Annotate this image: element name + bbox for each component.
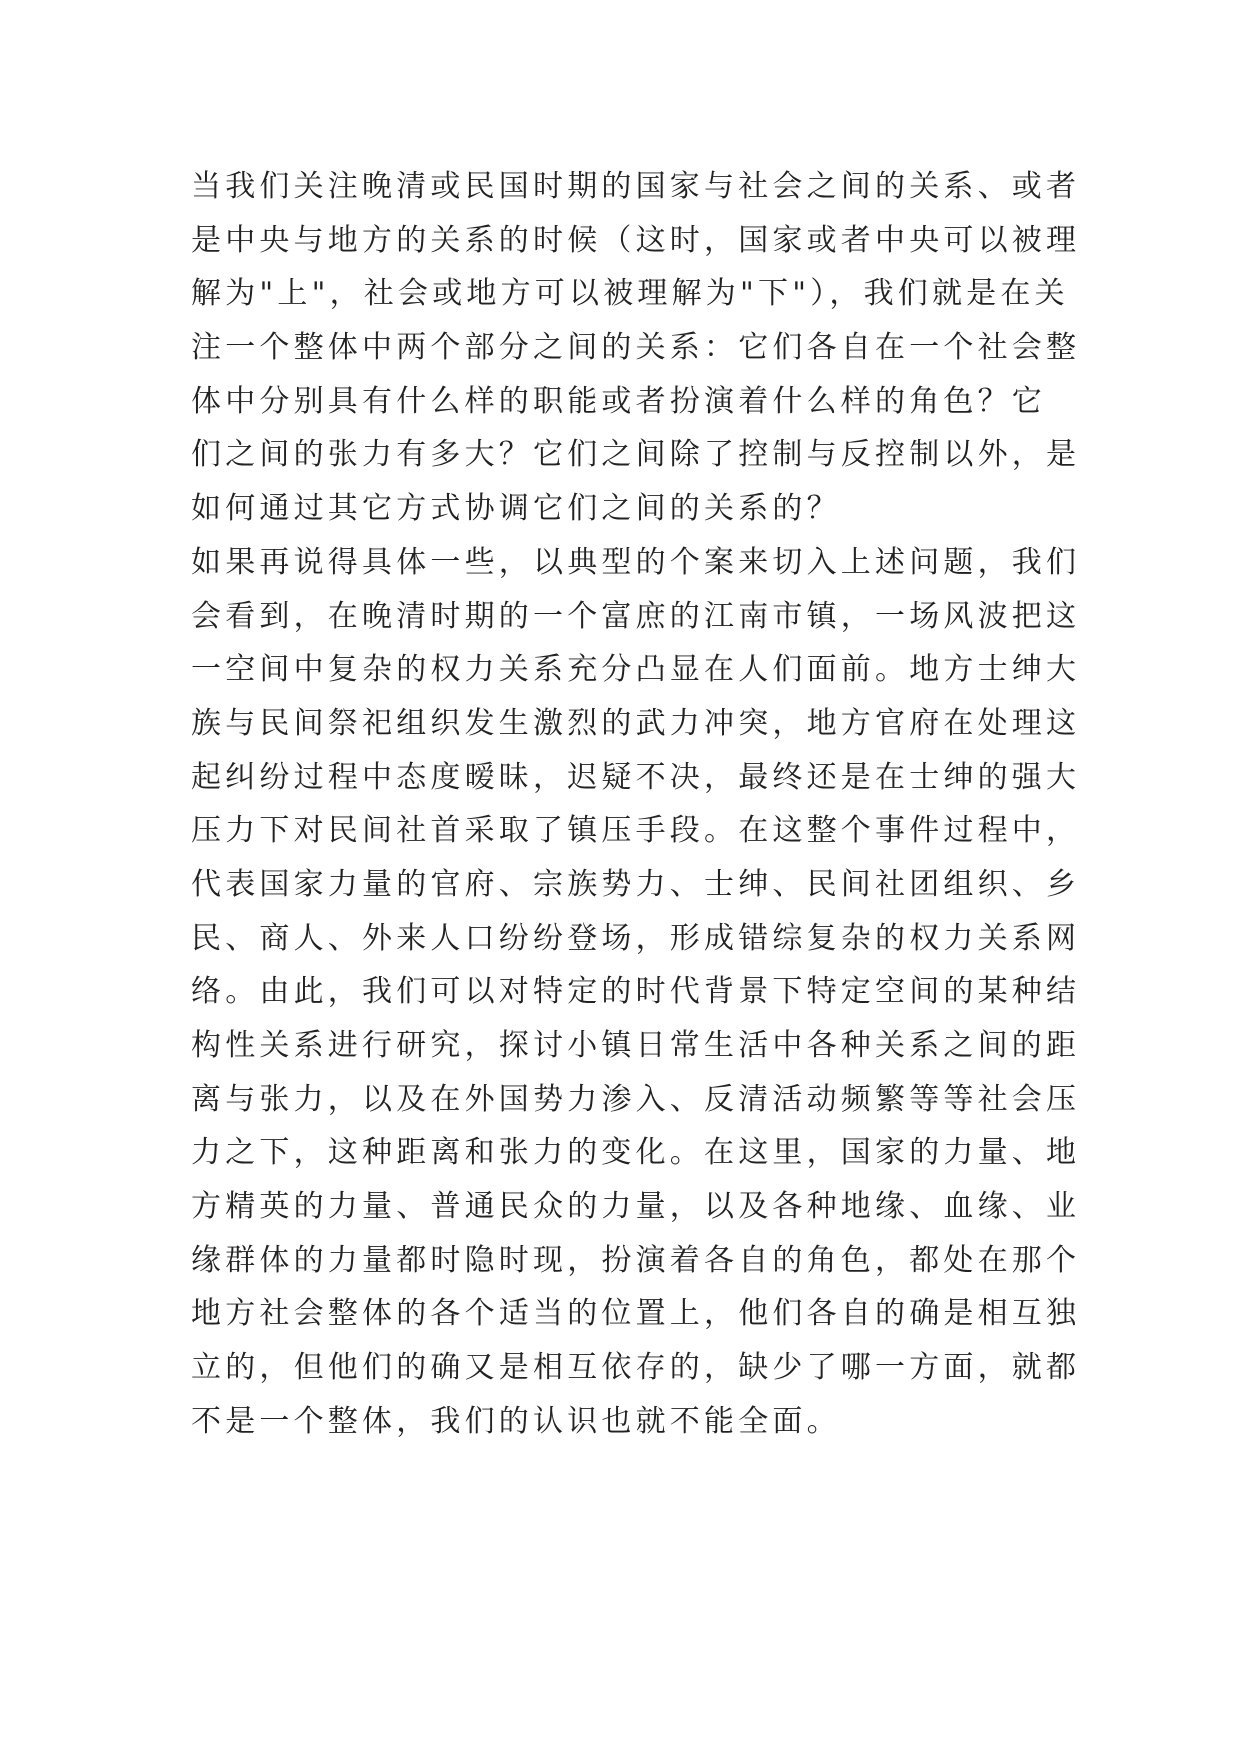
text-line: 注一个整体中两个部分之间的关系：它们各自在一个社会整 <box>191 330 1081 366</box>
text-line: 代表国家力量的官府、宗族势力、士绅、民间社团组织、乡 <box>191 866 1081 902</box>
paragraph-2 <box>191 536 1081 1449</box>
text-line: 是中央与地方的关系的时候（这时，国家或者中央可以被理 <box>191 222 1081 258</box>
text-line: 压力下对民间社首采取了镇压手段。在这整个事件过程中， <box>191 813 1081 849</box>
text-line: 解为"上"，社会或地方可以被理解为"下"），我们就是在关 <box>191 276 1069 312</box>
text-line: 起纠纷过程中态度暧昧，迟疑不决，最终还是在士绅的强大 <box>191 759 1081 795</box>
text-line: 会看到，在晚清时期的一个富庶的江南市镇，一场风波把这 <box>191 598 1081 634</box>
text-line: 民、商人、外来人口纷纷登场，形成错综复杂的权力关系网 <box>191 920 1081 956</box>
text-line: 体中分别具有什么样的职能或者扮演着什么样的角色？它 <box>191 383 1046 419</box>
text-line: 族与民间祭祀组织发生激烈的武力冲突，地方官府在处理这 <box>191 705 1081 741</box>
text-line: 立的，但他们的确又是相互依存的，缺少了哪一方面，就都 <box>191 1350 1081 1386</box>
text-line: 离与张力，以及在外国势力渗入、反清活动频繁等等社会压 <box>191 1081 1081 1117</box>
text-line: 方精英的力量、普通民众的力量，以及各种地缘、血缘、业 <box>191 1189 1081 1225</box>
text-line: 不是一个整体，我们的认识也就不能全面。 <box>191 1403 841 1439</box>
paragraph-1 <box>191 160 1081 536</box>
text-line: 络。由此，我们可以对特定的时代背景下特定空间的某种结 <box>191 974 1081 1010</box>
text-line: 一空间中复杂的权力关系充分凸显在人们面前。地方士绅大 <box>191 652 1081 688</box>
text-line: 地方社会整体的各个适当的位置上，他们各自的确是相互独 <box>191 1296 1081 1332</box>
body-text <box>191 160 1081 1449</box>
text-line: 当我们关注晚清或民国时期的国家与社会之间的关系、或者 <box>191 169 1081 204</box>
text-line: 构性关系进行研究，探讨小镇日常生活中各种关系之间的距 <box>191 1028 1081 1063</box>
text-line: 如果再说得具体一些，以典型的个案来切入上述问题，我们 <box>191 544 1081 580</box>
text-line: 缘群体的力量都时隐时现，扮演着各自的角色，都处在那个 <box>191 1242 1081 1278</box>
text-line: 们之间的张力有多大？它们之间除了控制与反控制以外，是 <box>191 437 1081 473</box>
text-line: 力之下，这种距离和张力的变化。在这里，国家的力量、地 <box>191 1135 1081 1171</box>
text-line: 如何通过其它方式协调它们之间的关系的？ <box>191 491 841 527</box>
